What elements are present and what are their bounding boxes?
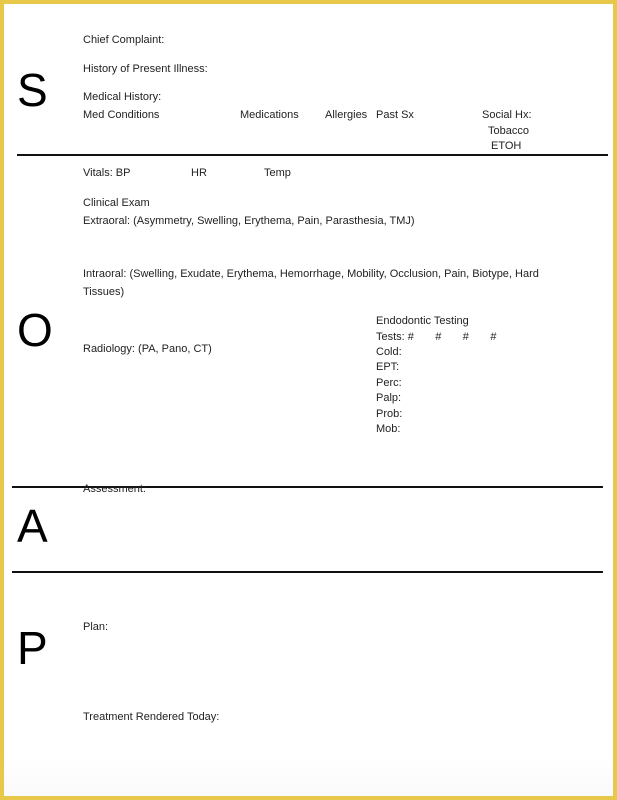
section-letter-s: S bbox=[17, 64, 48, 116]
divider-a-p bbox=[12, 571, 603, 573]
cold-label: Cold: bbox=[376, 346, 402, 358]
perc-label: Perc: bbox=[376, 377, 402, 389]
extraoral-label: Extraoral: (Asymmetry, Swelling, Erythema, Pain, Parasthesia, TMJ) bbox=[83, 215, 415, 227]
plan-label: Plan: bbox=[83, 621, 109, 633]
chief-complaint-label: Chief Complaint: bbox=[83, 34, 165, 46]
section-letter-o: O bbox=[17, 304, 53, 356]
assessment-label: Assessment: bbox=[83, 483, 146, 495]
social-hx-label: Social Hx: bbox=[482, 109, 532, 121]
hr-label: HR bbox=[191, 167, 207, 179]
divider-s-o bbox=[17, 154, 608, 156]
medical-history-label: Medical History: bbox=[83, 91, 162, 103]
medications-label: Medications bbox=[240, 109, 299, 121]
clinical-exam-label: Clinical Exam bbox=[83, 197, 150, 209]
med-conditions-label: Med Conditions bbox=[83, 109, 160, 121]
allergies-label: Allergies bbox=[325, 109, 368, 121]
past-sx-label: Past Sx bbox=[376, 109, 414, 121]
intraoral-label: Intraoral: (Swelling, Exudate, Erythema, Hemorrhage, Mobility, Occlusion, Pain, Biotype, Hard Tissues) bbox=[83, 268, 539, 298]
mob-label: Mob: bbox=[376, 423, 401, 435]
history-present-illness-label: History of Present Illness: bbox=[83, 63, 208, 75]
prob-label: Prob: bbox=[376, 408, 403, 420]
treatment-rendered-label: Treatment Rendered Today: bbox=[83, 711, 220, 723]
temp-label: Temp bbox=[264, 167, 291, 179]
section-letter-a: A bbox=[17, 500, 48, 552]
etoh-label: ETOH bbox=[491, 140, 522, 152]
soap-note-page bbox=[4, 4, 613, 796]
bottom-fade bbox=[4, 756, 613, 796]
radiology-label: Radiology: (PA, Pano, CT) bbox=[83, 343, 212, 355]
palp-label: Palp: bbox=[376, 392, 402, 404]
section-letter-p: P bbox=[17, 622, 48, 674]
endodontic-testing-title: Endodontic Testing bbox=[376, 315, 469, 327]
tobacco-label: Tobacco bbox=[488, 125, 529, 137]
ept-label: EPT: bbox=[376, 361, 400, 373]
vitals-bp-label: Vitals: BP bbox=[83, 167, 131, 179]
tests-label: Tests: # # # # bbox=[376, 331, 497, 343]
